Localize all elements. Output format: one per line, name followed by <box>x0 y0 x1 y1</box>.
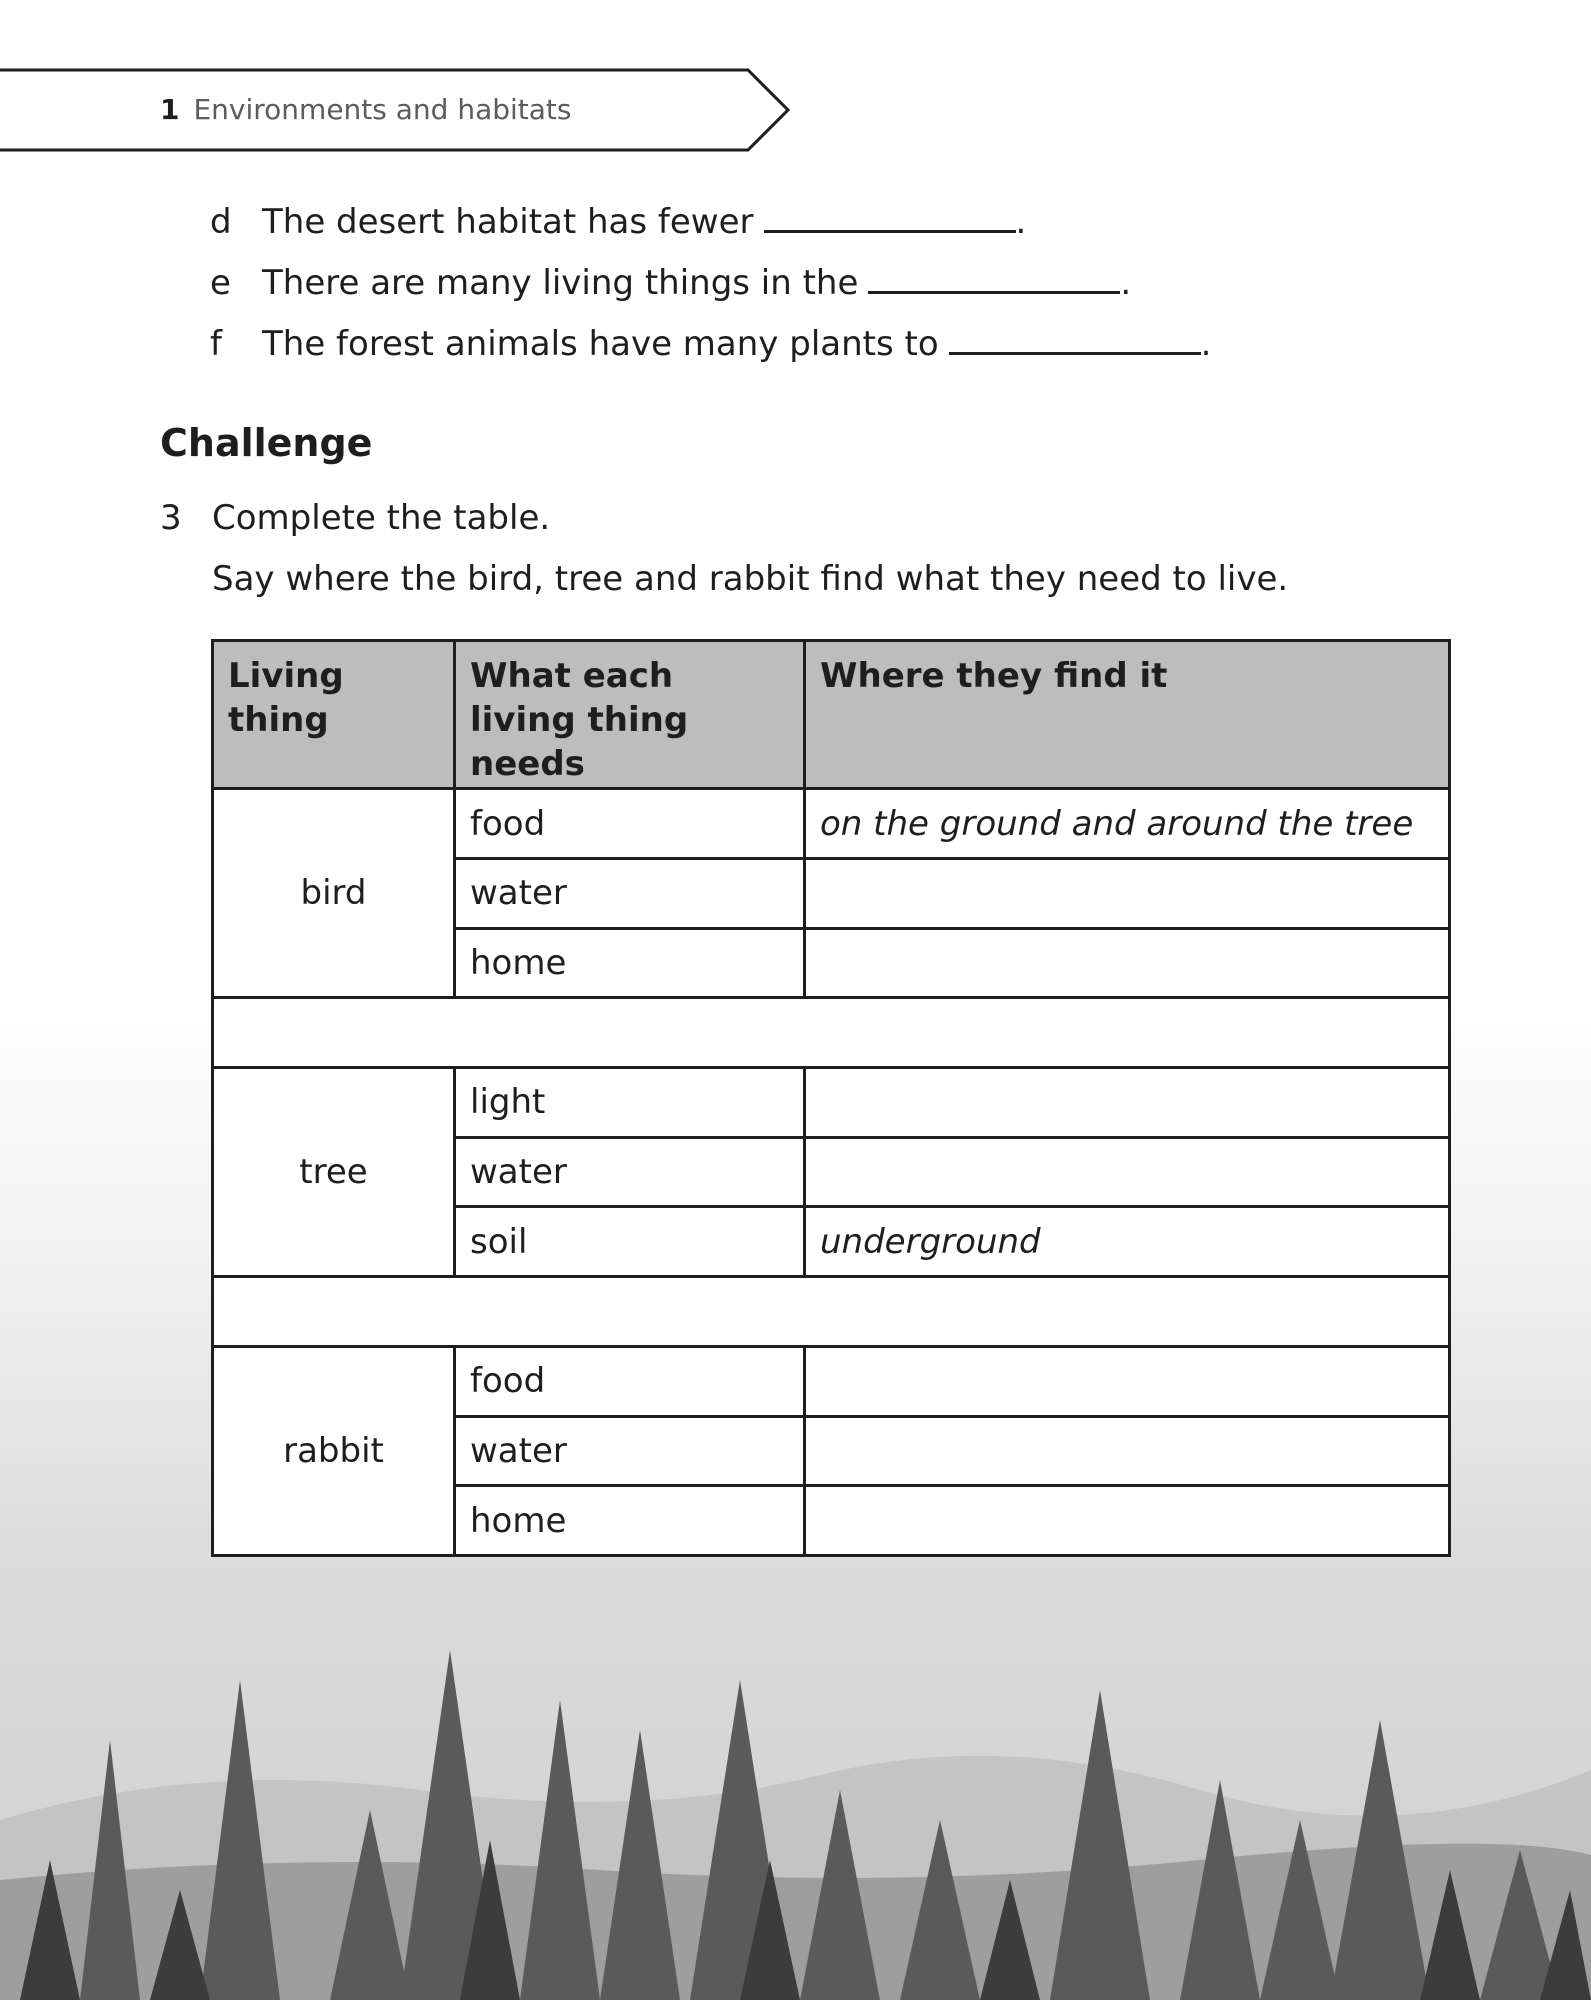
answer-cell[interactable] <box>805 1416 1450 1486</box>
table-row <box>213 1346 1450 1416</box>
chapter-title: Environments and habitats <box>193 93 572 126</box>
task-instruction <box>160 496 550 540</box>
answer-blank[interactable] <box>949 324 1201 355</box>
task-subinstruction: Say where the bird, tree and rabbit find what they need to live. <box>212 559 1289 599</box>
question-end: . <box>1200 324 1212 364</box>
table-header-row <box>213 641 1450 789</box>
question-letter: e <box>210 263 231 303</box>
needs-table <box>211 639 1451 1557</box>
question-letter: d <box>210 202 232 242</box>
living-thing-cell: bird <box>213 789 455 998</box>
question-text: There are many living things in the <box>262 263 859 303</box>
need-cell: food <box>455 1346 805 1416</box>
answer-blank[interactable] <box>764 202 1016 233</box>
question-letter: f <box>210 324 222 364</box>
living-thing-cell: tree <box>213 1068 455 1277</box>
need-cell: home <box>455 928 805 998</box>
answer-blank[interactable] <box>868 263 1120 294</box>
need-cell: water <box>455 859 805 929</box>
table-spacer-row <box>213 998 1450 1068</box>
answer-cell[interactable] <box>805 859 1450 929</box>
question-end: . <box>1120 263 1132 303</box>
forest-illustration <box>0 1560 1591 2000</box>
answer-cell[interactable] <box>805 1137 1450 1207</box>
header-needs: What each living thing needs <box>455 641 805 789</box>
table-row <box>213 789 1450 859</box>
need-cell: water <box>455 1416 805 1486</box>
answer-cell[interactable]: underground <box>805 1207 1450 1277</box>
need-cell: soil <box>455 1207 805 1277</box>
question-d <box>210 200 1026 244</box>
answer-cell[interactable] <box>805 928 1450 998</box>
question-e <box>210 261 1131 305</box>
question-f <box>210 322 1211 366</box>
need-cell: water <box>455 1137 805 1207</box>
question-end: . <box>1015 202 1027 242</box>
answer-cell[interactable] <box>805 1346 1450 1416</box>
table-row <box>213 1068 1450 1138</box>
question-text: The forest animals have many plants to <box>262 324 939 364</box>
living-thing-cell: rabbit <box>213 1346 455 1555</box>
answer-cell[interactable] <box>805 1486 1450 1556</box>
answer-cell[interactable] <box>805 1068 1450 1138</box>
header-living-thing: Living thing <box>213 641 455 789</box>
chapter-heading <box>160 90 572 130</box>
question-text: The desert habitat has fewer <box>262 202 754 242</box>
task-number: 3 <box>160 498 182 538</box>
challenge-heading: Challenge <box>160 421 373 465</box>
need-cell: light <box>455 1068 805 1138</box>
header-where: Where they find it <box>805 641 1450 789</box>
need-cell: food <box>455 789 805 859</box>
table-spacer-row <box>213 1277 1450 1347</box>
task-text: Complete the table. <box>212 498 551 538</box>
chapter-number: 1 <box>160 93 180 126</box>
answer-cell[interactable]: on the ground and around the tree <box>805 789 1450 859</box>
need-cell: home <box>455 1486 805 1556</box>
